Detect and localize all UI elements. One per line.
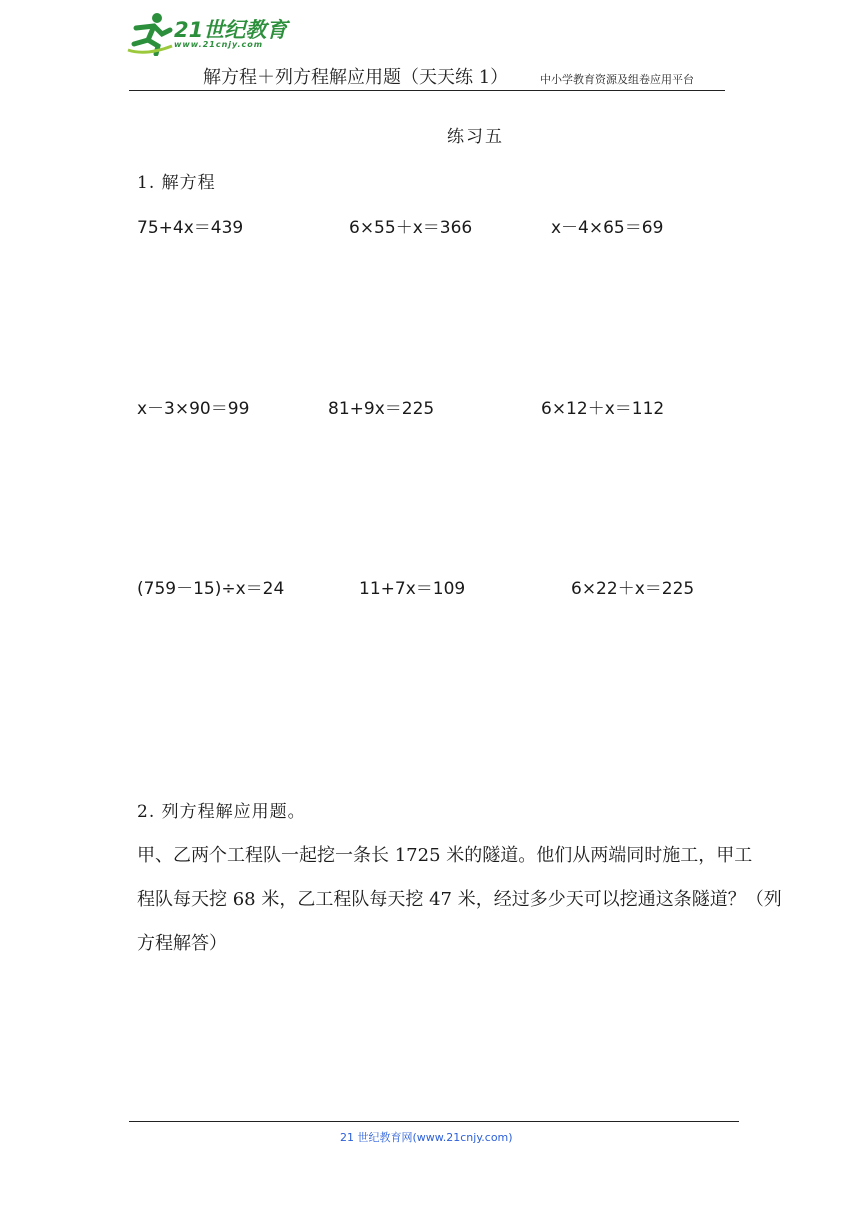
question-1-heading: 1. 解方程 bbox=[137, 173, 216, 193]
logo-url: www.21cnjy.com bbox=[174, 40, 264, 49]
word-problem-line-1: 甲、乙两个工程队一起挖一条长 1725 米的隧道。他们从两端同时施工，甲工 bbox=[137, 845, 753, 866]
equation-1: 75+4x＝439 bbox=[137, 218, 244, 238]
logo-text: 21世纪教育 bbox=[174, 18, 288, 42]
equation-8: 11+7x＝109 bbox=[359, 579, 466, 599]
equation-4: x－3×90＝99 bbox=[137, 399, 250, 419]
footer-link[interactable]: 21 世纪教育网(www.21cnjy.com) bbox=[340, 1131, 513, 1144]
equation-3: x－4×65＝69 bbox=[551, 218, 664, 238]
equation-9: 6×22＋x＝225 bbox=[571, 579, 695, 599]
equation-5: 81+9x＝225 bbox=[328, 399, 435, 419]
equation-6: 6×12＋x＝112 bbox=[541, 399, 665, 419]
footer-divider bbox=[129, 1121, 739, 1122]
question-2-heading: 2. 列方程解应用题。 bbox=[137, 802, 306, 822]
word-problem-line-2: 程队每天挖 68 米，乙工程队每天挖 47 米，经过多少天可以挖通这条隧道？（列 bbox=[137, 889, 782, 910]
equation-7: (759－15)÷x＝24 bbox=[137, 579, 285, 599]
header-title: 解方程＋列方程解应用题（天天练 1） bbox=[203, 67, 509, 88]
section-title: 练习五 bbox=[447, 127, 504, 147]
word-problem-line-3: 方程解答） bbox=[137, 933, 227, 954]
header-subtitle: 中小学教育资源及组卷应用平台 bbox=[540, 73, 694, 86]
runner-logo-icon bbox=[126, 10, 176, 56]
header-divider bbox=[129, 90, 725, 91]
site-logo bbox=[126, 10, 296, 56]
equation-2: 6×55＋x＝366 bbox=[349, 218, 473, 238]
